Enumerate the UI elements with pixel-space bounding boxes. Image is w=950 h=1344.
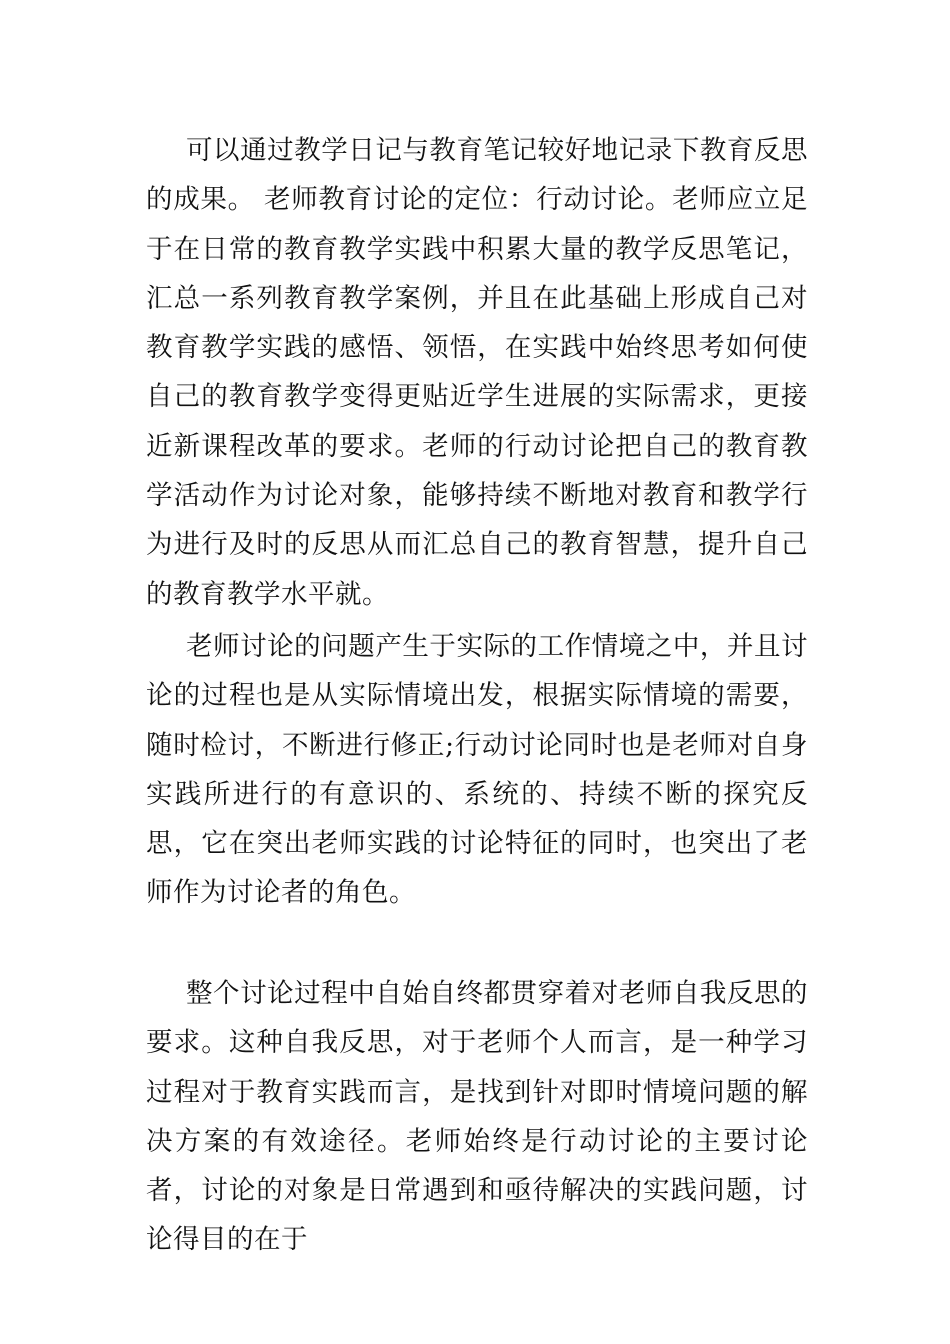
paragraph-1: 可以通过教学日记与教育笔记较好地记录下教育反思的成果。 老师教育讨论的定位：行动讨论。老师应立足于在日常的教育教学实践中积累大量的教学反思笔记，汇总一系列教育教学案例，并且在此基础上形成自己对教育教学实践的感悟、领悟，在实践中始终思考如何使自己的教育教学变得更贴近学生进展的实际需求，更接近新课程改革的要求。老师的行动讨论把自己的教育教学活动作为讨论对象，能够持续不断地对教育和教学行为进行及时的反思从而汇总自己的教育智慧，提升自己的教育教学水平就。 [146,135,808,610]
paragraph-2: 老师讨论的问题产生于实际的工作情境之中，并且讨论的过程也是从实际情境出发，根据实际情境的需要，随时检讨，不断进行修正;行动讨论同时也是老师对自身实践所进行的有意识的、系统的、持续不断的探究反思，它在突出老师实践的讨论特征的同时，也突出了老师作为讨论者的角色。 [146,631,808,909]
paragraph-3: 整个讨论过程中自始自终都贯穿着对老师自我反思的要求。这种自我反思，对于老师个人而言，是一种学习过程对于教育实践而言，是找到针对即时情境问题的解决方案的有效途径。老师始终是行动讨论的主要讨论者，讨论的对象是日常遇到和亟待解决的实践问题，讨论得目的在于 [146,978,808,1256]
